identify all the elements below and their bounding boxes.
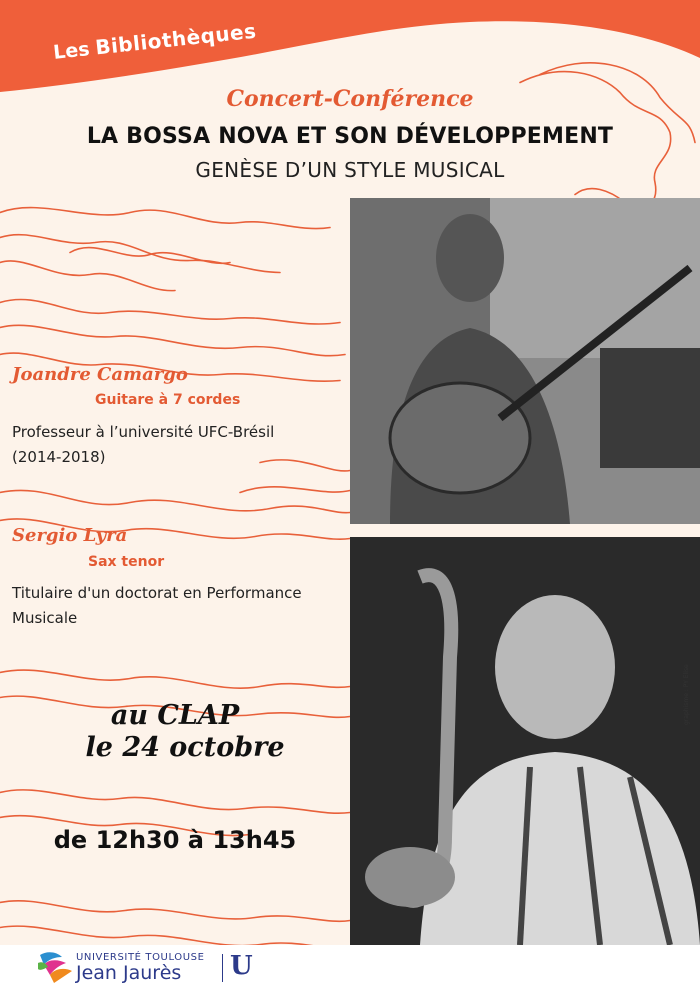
design-credit: graphisme : PY Elise <box>683 664 690 725</box>
performer-1-bio-line2: (2014-2018) <box>12 448 106 466</box>
performer-2-bio-line2: Musicale <box>12 609 78 627</box>
event-date: le 24 octobre <box>85 732 285 763</box>
event-kicker: Concert-Conférence <box>226 86 474 112</box>
event-venue: au CLAP <box>110 700 240 731</box>
event-time: de 12h30 à 13h45 <box>53 826 297 854</box>
brand-prefix: Les <box>52 38 91 64</box>
footer-separator <box>222 954 223 982</box>
performer-2-name: Sergio Lyra <box>12 525 128 546</box>
saxophonist-photo <box>350 537 700 945</box>
university-logo-icon <box>36 949 74 985</box>
university-u-mark: U <box>230 951 253 981</box>
event-title: LA BOSSA NOVA ET SON DÉVELOPPEMENT <box>86 124 614 149</box>
university-name-line1: UNIVERSITÉ TOULOUSE <box>76 952 205 963</box>
performer-1-bio-line1: Professeur à l’université UFC-Brésil <box>12 423 275 441</box>
performer-2-role: Sax tenor <box>88 554 165 570</box>
university-name-line2: Jean Jaurès <box>76 962 182 984</box>
performer-2-bio <box>12 581 342 631</box>
guitarist-photo <box>350 198 700 524</box>
performer-1-bio <box>12 420 342 470</box>
event-subtitle: GENÈSE D’UN STYLE MUSICAL <box>195 158 505 182</box>
brand-name: Bibliothèques <box>94 18 258 60</box>
performer-2-bio-line1: Titulaire d'un doctorat en Performance <box>12 584 302 602</box>
performer-1-role: Guitare à 7 cordes <box>95 392 241 408</box>
performer-1-name: Joandre Camargo <box>12 364 188 385</box>
